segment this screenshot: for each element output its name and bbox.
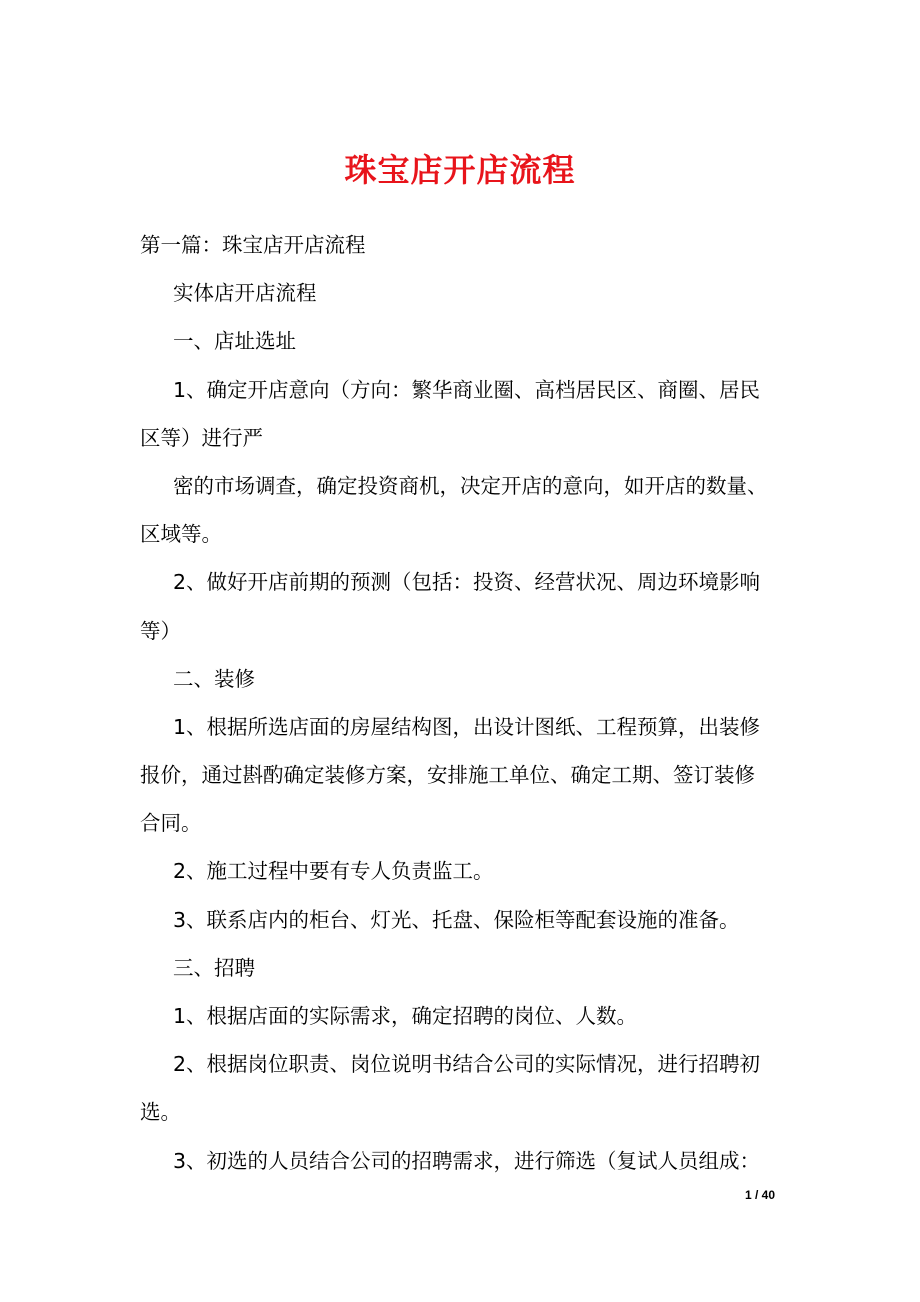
text-line: 1、根据所选店面的房屋结构图，出设计图纸、工程预算，出装修 xyxy=(173,714,761,739)
text-line: 选。 xyxy=(140,1100,181,1125)
text-line: 1、确定开店意向（方向：繁华商业圈、高档居民区、商圈、居民 xyxy=(173,377,761,402)
text-line: 合同。 xyxy=(140,811,202,836)
text-line: 2、根据岗位职责、岗位说明书结合公司的实际情况，进行招聘初 xyxy=(173,1052,761,1077)
text-line: 区等）进行严 xyxy=(140,425,263,450)
text-line: 二、装修 xyxy=(173,666,255,691)
text-line: 3、联系店内的柜台、灯光、托盘、保险柜等配套设施的准备。 xyxy=(173,907,740,932)
text-line: 2、做好开店前期的预测（包括：投资、经营状况、周边环境影响 xyxy=(173,570,761,595)
text-line: 实体店开店流程 xyxy=(173,281,317,306)
text-line: 区域等。 xyxy=(140,522,222,547)
text-line: 报价，通过斟酌确定装修方案，安排施工单位、确定工期、签订装修 xyxy=(140,763,755,788)
text-line: 一、店址选址 xyxy=(173,329,296,354)
text-line: 密的市场调查，确定投资商机，决定开店的意向，如开店的数量、 xyxy=(173,473,768,498)
text-line: 3、初选的人员结合公司的招聘需求，进行筛选（复试人员组成： xyxy=(173,1148,761,1173)
page-number: 1 / 40 xyxy=(745,1188,776,1202)
text-line: 2、施工过程中要有专人负责监工。 xyxy=(173,859,494,884)
text-line: 1、根据店面的实际需求，确定招聘的岗位、人数。 xyxy=(173,1004,638,1028)
text-line: 等） xyxy=(140,618,181,643)
text-line: 第一篇：珠宝店开店流程 xyxy=(140,233,366,257)
document-body xyxy=(140,228,800,1192)
text-line: 三、招聘 xyxy=(173,955,255,980)
document-title: 珠宝店开店流程 xyxy=(344,151,576,189)
